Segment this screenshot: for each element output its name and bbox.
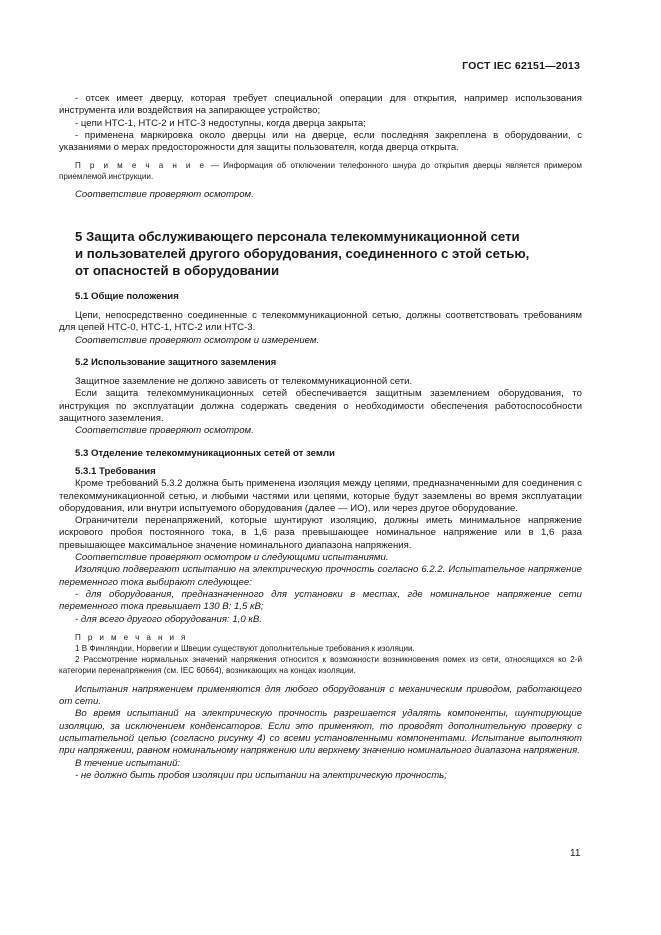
s5-3-p5: В течение испытаний: (75, 757, 181, 769)
s5-3-p4: Во время испытаний на электрическую прочность разрешается удалять компоненты, шунтирующие изоляцию, за исключением конденсаторов. Если это применяют, то проводят дополнительную проверку с испытательной цепью (согласно рисунку 4) со всеми установленными компонентами. Испытание выполняют при напряжении, равном номинальному напряжению или верхнему значению номинального диапазона напряжения. (59, 708, 582, 757)
intro-note (59, 160, 582, 182)
s5-3-p1: Кроме требований 5.3.2 должна быть применена изоляция между цепями, предназначенными для соединения с телекоммуникационной сетью, и любыми частями или цепями, которые будут заземлены во время эксплуатации оборудования, или внутри испытуемого оборудования (далее — ИО), или через другое оборудование. (59, 478, 582, 514)
s5-3-test-item-1: - для оборудования, предназначенного для установки в местах, где номинальное напряжение сети переменного тока превышает 130 В: 1,5 кВ; (59, 588, 582, 613)
section-5-title-line-3: от опасностей в оборудовании (75, 263, 280, 279)
s5-3-notes-label: П р и м е ч а н и я (75, 632, 188, 642)
s5-3-note-1: 1 В Финляндии, Норвегии и Швеции существуют дополнительные требования к изоляции. (75, 643, 415, 653)
heading-5-1: 5.1 Общие положения (75, 290, 179, 302)
intro-item-3: - применена маркировка около дверцы или на дверце, если последняя закреплена в оборудовании, с указаниями о мерах предосторожности для защиты пользователя, когда дверца открыта. (59, 129, 582, 154)
page-content (59, 93, 582, 782)
s5-3-test-intro: Изоляцию подвергают испытанию на электрическую прочность согласно 6.2.2. Испытательное напряжение переменного тока выбирают следующее: (59, 564, 582, 588)
intro-note-label: П р и м е ч а н и е (75, 161, 207, 171)
s5-3-test-item-2: - для всего другого оборудования: 1,0 кВ. (75, 613, 262, 625)
section-5-title-line-2: и пользователей другого оборудования, соединенного с этой сетью, (75, 246, 530, 262)
s5-1-text: Цепи, непосредственно соединенные с телекоммуникационной сетью, должны соответствовать требованиям для цепей НТС-0, НТС-1, НТС-2 или НТС-3. (59, 309, 582, 334)
intro-note-text: — Информация об отключении телефонного шнура до открытия дверцы является примером приемлемой инструкции. (59, 161, 582, 182)
s5-3-p3: Испытания напряжением применяются для любого оборудования с механическим приводом, работающего от сети. (59, 683, 582, 708)
intro-item-1: - отсек имеет дверцу, которая требует специальной операции для открытия, например использования инструмента или воздействия на запирающее устройство; (59, 93, 582, 117)
standard-designation: ГОСТ IEC 62151—2013 (462, 60, 580, 72)
s5-1-check: Соответствие проверяют осмотром и измерением. (75, 334, 320, 346)
s5-3-note-2: 2 Рассмотрение нормальных значений напряжения относится к возможности возникновения помех из сети, относящихся ко 2-й категории перенапряжения (см. IEC 60664), возникающих на концах изоляции. (59, 654, 582, 675)
s5-3-p6: - не должно быть пробоя изоляции при испытании на электрическую прочность; (75, 769, 447, 781)
heading-5-3: 5.3 Отделение телекоммуникационных сетей от земли (75, 447, 335, 459)
s5-2-p2: Если защита телекоммуникационных сетей обеспечивается защитным заземлением оборудования, то инструкция по эксплуатации должна содержать сведения о необходимости обеспечения работоспособности защитного заземления. (59, 388, 582, 425)
s5-2-check: Соответствие проверяют осмотром. (75, 425, 254, 437)
section-5-title-line-1: 5 Защита обслуживающего персонала телекоммуникационной сети (75, 228, 520, 244)
intro-check: Соответствие проверяют осмотром. (75, 189, 254, 201)
heading-5-2: 5.2 Использование защитного заземления (75, 356, 277, 368)
page-number: 11 (570, 848, 581, 859)
s5-3-check: Соответствие проверяют осмотром и следующими испытаниями. (75, 552, 389, 564)
s5-3-p2: Ограничители перенапряжений, которые шунтируют изоляцию, должны иметь минимальное напряжение искрового пробоя постоянного тока, в 1,6 раза превышающее номинальное напряжение или в 1,6 раза превышающее максимальное значение номинального диапазона напряжения. (59, 515, 582, 551)
s5-2-p1: Защитное заземление не должно зависеть от телекоммуникационной сети. (75, 376, 413, 388)
intro-item-2: - цепи НТС-1, НТС-2 и НТС-3 недоступны, когда дверца закрыта; (75, 117, 366, 129)
heading-5-3-1: 5.3.1 Требования (75, 465, 156, 477)
section-5-title (59, 228, 582, 280)
